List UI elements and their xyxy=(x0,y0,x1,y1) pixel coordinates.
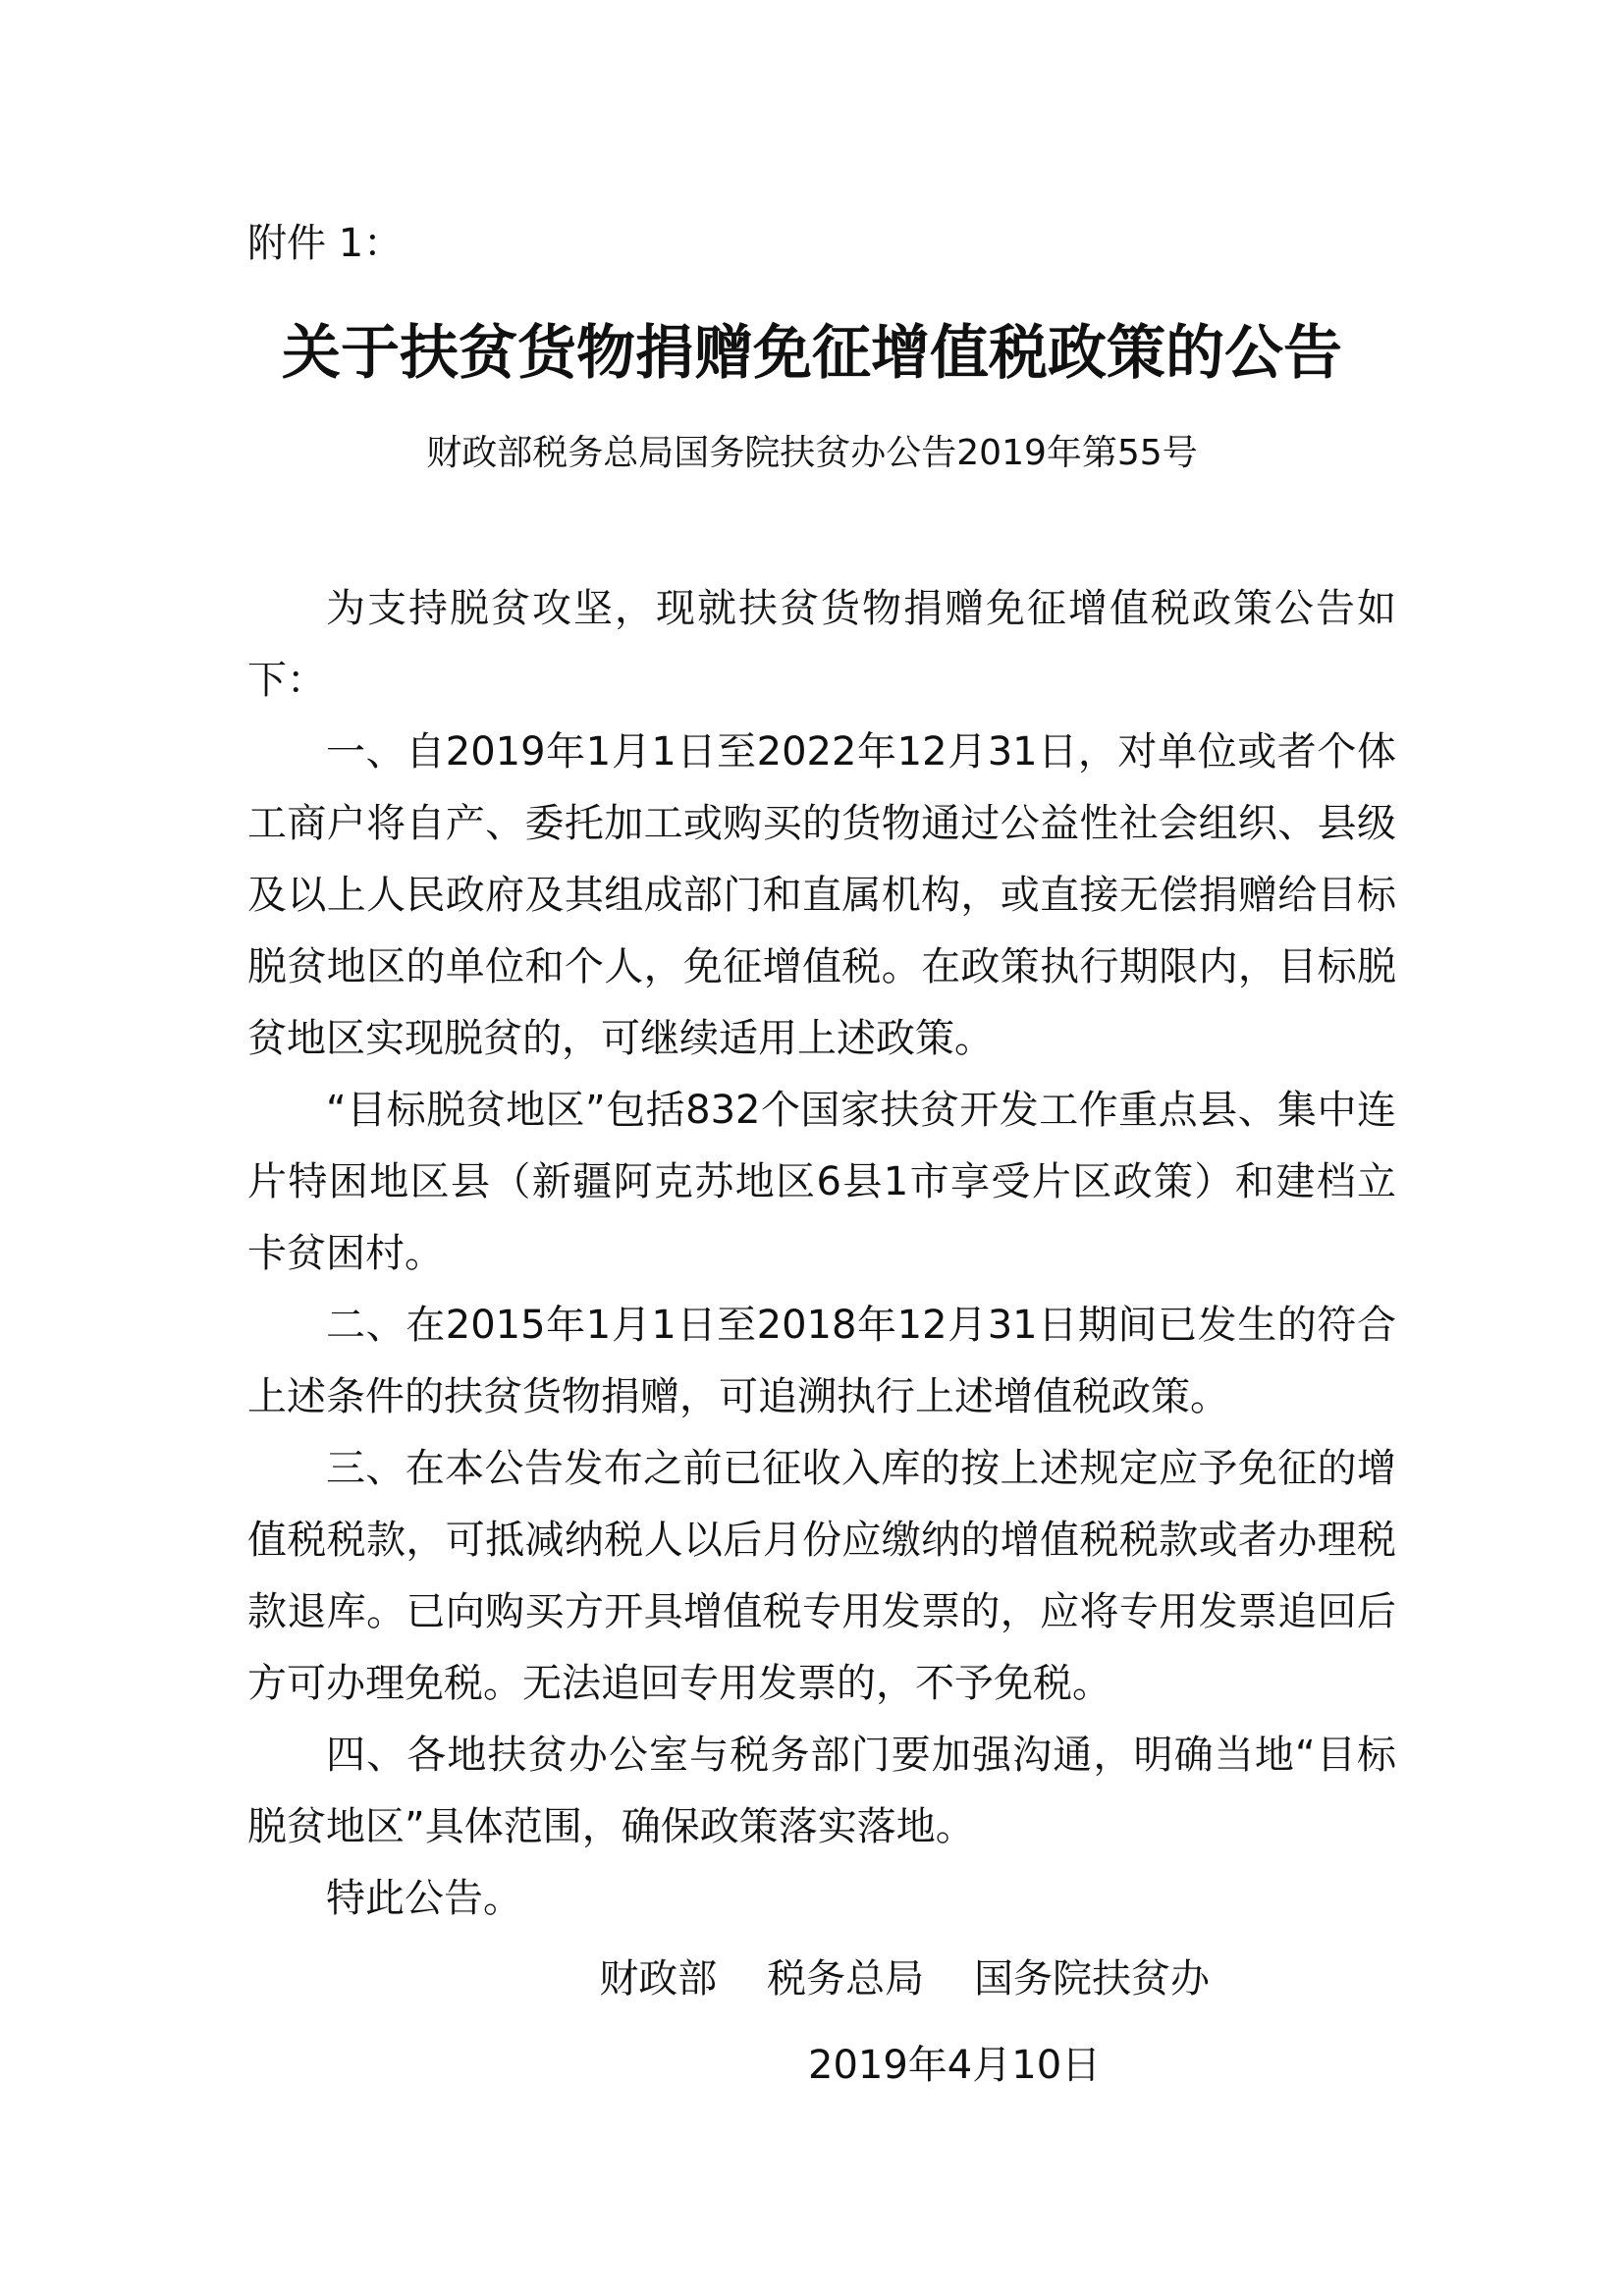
signatories: 财政部 税务总局 国务院扶贫办 xyxy=(599,1956,1210,2002)
issue-date: 2019年4月10日 xyxy=(808,2043,1102,2088)
document-body xyxy=(247,573,1396,1935)
document-title: 关于扶贫货物捐赠免征增值税政策的公告 xyxy=(282,319,1342,388)
paragraph-clause-1: 一、自2019年1月1日至2022年12月31日，对单位或者个体工商户将自产、委托加工或购买的货物通过公益性社会组织、县级及以上人民政府及其组成部门和直属机构，或直接无偿捐赠给目标脱贫地区的单位和个人，免征增值税。在政策执行期限内，目标脱贫地区实现脱贫的，可继续适用上述政策。 xyxy=(247,729,1396,1061)
paragraph-closing: 特此公告。 xyxy=(326,1876,522,1921)
paragraph-target-area: “目标脱贫地区”包括832个国家扶贫开发工作重点县、集中连片特困地区县（新疆阿克苏地区6县1市享受片区政策）和建档立卡贫困村。 xyxy=(247,1088,1396,1276)
document-number: 财政部税务总局国务院扶贫办公告2019年第55号 xyxy=(426,433,1198,473)
attachment-label: 附件 1： xyxy=(247,221,404,266)
paragraph-clause-4: 四、各地扶贫办公室与税务部门要加强沟通，明确当地“目标脱贫地区”具体范围，确保政策落实落地。 xyxy=(247,1733,1396,1849)
paragraph-clause-2: 二、在2015年1月1日至2018年12月31日期间已发生的符合上述条件的扶贫货物捐赠，可追溯执行上述增值税政策。 xyxy=(247,1303,1396,1419)
paragraph-clause-3: 三、在本公告发布之前已征收入库的按上述规定应予免征的增值税税款，可抵减纳税人以后月份应缴纳的增值税税款或者办理税款退库。已向购买方开具增值税专用发票的，应将专用发票追回后方可办理免税。无法追回专用发票的，不予免税。 xyxy=(247,1446,1396,1706)
paragraph-intro: 为支持脱贫攻坚，现就扶贫货物捐赠免征增值税政策公告如下： xyxy=(247,586,1396,703)
